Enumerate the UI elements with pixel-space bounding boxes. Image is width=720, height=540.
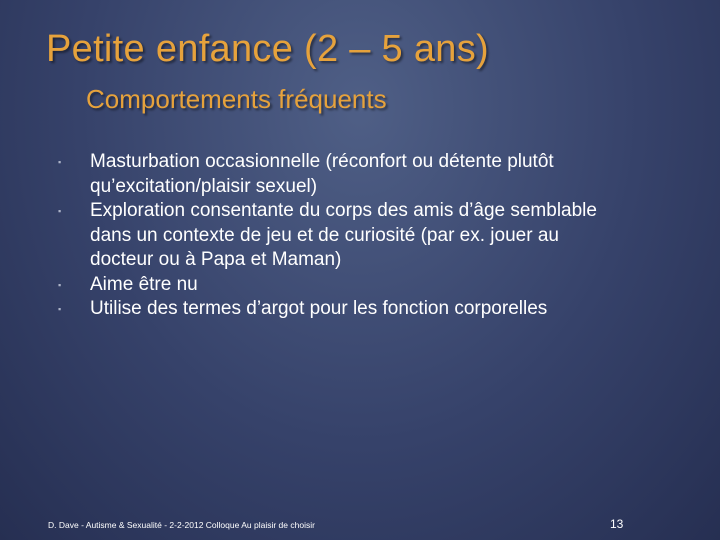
bullet-item [58,273,700,298]
bullet-item [58,297,700,322]
bullet-text-line: Masturbation occasionnelle (réconfort ou détente plutôt [90,151,554,172]
page-number: 13 [610,517,624,531]
bullet-list [58,150,700,322]
bullet-text-line: qu’excitation/plaisir sexuel) [90,175,318,197]
bullet-item [58,150,700,199]
slide-footer: D. Dave - Autisme & Sexualité - 2-2-2012 Colloque Au plaisir de choisir [48,520,315,530]
bullet-marker-icon: ▪ [58,206,62,216]
bullet-text-line: docteur ou à Papa et Maman) [90,249,342,270]
bullet-text-line: dans un contexte de jeu et de curiosité (par ex. jouer au [90,224,559,246]
bullet-text-line: Exploration consentante du corps des amis d’âge semblable [90,200,597,221]
bullet-item [58,199,700,273]
bullet-text-line: Aime être nu [90,273,198,295]
bullet-marker-icon: ▪ [58,157,62,167]
slide-title: Petite enfance (2 – 5 ans) [46,28,489,70]
bullet-marker-icon: ▪ [58,279,62,290]
slide-subtitle: Comportements fréquents [86,84,387,114]
bullet-text-line: Utilise des termes d’argot pour les fonction corporelles [90,298,548,319]
bullet-marker-icon: ▪ [58,304,62,314]
